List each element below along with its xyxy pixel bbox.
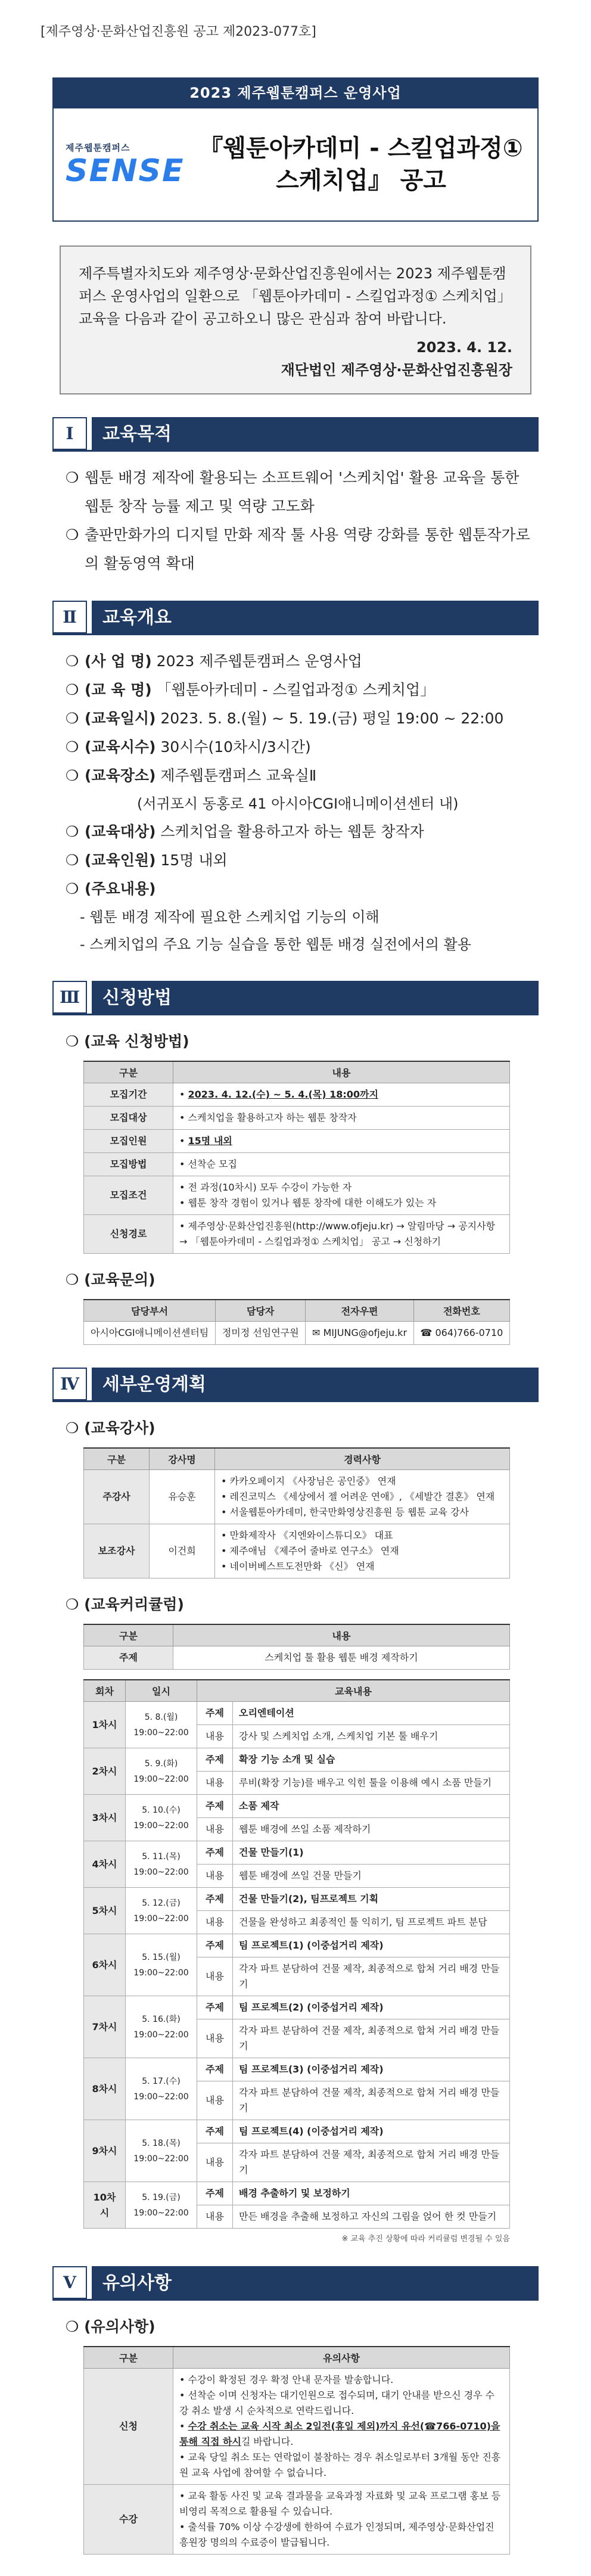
session-topic: 배경 추출하기 및 보정하기 <box>233 2182 510 2205</box>
circle-bullet-icon: ❍ <box>66 738 79 756</box>
logo-wordmark: SENSE <box>66 153 185 189</box>
session-number: 6차시 <box>84 1934 126 1996</box>
schedule-row: 내용 루비(확장 기능)를 배우고 익힌 툴을 이용해 예시 소품 만들기 <box>84 1772 510 1795</box>
contact-person: 정미정 선임연구원 <box>216 1322 306 1345</box>
content-item: - 웹툰 배경 제작에 필요한 스케치업 기능의 이해 <box>80 909 380 925</box>
contact-email[interactable]: MIJUNG@ofjeju.kr <box>323 1327 408 1338</box>
cautions-table: 구분 유의사항 신청 • 수강이 확정된 경우 확정 안내 문자를 발송합니다. • 선착순 이며 신청자는 대기인원으로 접수되며, 대기 안내를 받으신 경우 수강 취소 발생 시 순차적으로 연락드립니다. • 수강 취소는 교육 시작 최소 2일전(휴일 제외)까지 유선(☎766-0710)을 통해 직접 하시길 바랍니다. • 교육 당일 취소 또는 연락없이 불참하는 경우 취소일로부터 3개월 동안 진흥원 교육 사업에 참여할 수 없습니다. 수강 • 교육 활동 사진 및 교육 결과물을 교육과정 자료화 및 교육 프로그램 홍보 등 비영리 목적으로 활용될 수 있습니다. • 출석률 70% 이상 수강생에 한하여 수료가 인정되며, 제주영상·문화산업진흥원장 명의의 수료증이 발급됩니다. <box>83 2346 510 2555</box>
overview-item: ❍ (주요내용) <box>66 875 531 903</box>
schedule-row: 내용 각자 파트 분담하여 건물 제작, 최종적으로 합쳐 거리 배경 만들기 <box>84 2019 510 2058</box>
circle-bullet-icon: ❍ <box>66 652 79 670</box>
session-content: 웹툰 배경에 쓰일 건물 만들기 <box>233 1865 510 1888</box>
phone-icon: ☎ <box>420 1327 436 1338</box>
session-datetime: 5. 17.(수) 19:00~22:00 <box>126 2058 197 2120</box>
overview-item: ❍ (교육장소) 제주웹툰캠퍼스 교육실Ⅱ <box>66 762 531 790</box>
circle-bullet-icon: ❍ <box>66 1596 85 1613</box>
schedule-row: 내용 강사 및 스케치업 소개, 스케치업 기본 툴 배우기 <box>84 1725 510 1748</box>
section-number: Ⅳ <box>52 1368 87 1400</box>
session-datetime: 5. 12.(금) 19:00~22:00 <box>126 1888 197 1934</box>
session-topic: 건물 만들기(2), 팀프로젝트 기획 <box>233 1888 510 1911</box>
schedule-row: 내용 각자 파트 분담하여 건물 제작, 최종적으로 합쳐 거리 배경 만들기 <box>84 2143 510 2182</box>
curriculum-subtitle: ❍ (교육커리큘럼) <box>66 1596 184 1613</box>
schedule-row: 내용 각자 파트 분담하여 건물 제작, 최종적으로 합쳐 거리 배경 만들기 <box>84 2081 510 2120</box>
session-number: 2차시 <box>84 1748 126 1795</box>
section-number: Ⅱ <box>52 601 87 633</box>
schedule-row: 내용 건물을 완성하고 최종적인 툴 익히기, 팀 프로젝트 파트 분담 <box>84 1911 510 1934</box>
circle-bullet-icon: ❍ <box>66 2318 85 2335</box>
table-row: 모집인원 • 15명 내외 <box>84 1130 510 1153</box>
session-topic: 오리엔테이션 <box>233 1702 510 1725</box>
curriculum-note: ※ 교육 추진 상황에 따라 커리큘럼 변경될 수 있음 <box>341 2235 510 2243</box>
section-header-cautions <box>52 2266 539 2301</box>
session-number: 7차시 <box>84 1996 126 2058</box>
apply-subtitle: ❍ (교육 신청방법) <box>66 1033 189 1050</box>
session-content: 각자 파트 분담하여 건물 제작, 최종적으로 합쳐 거리 배경 만들기 <box>233 2081 510 2120</box>
contact-phone: 064)766-0710 <box>435 1327 503 1338</box>
circle-bullet-icon: ❍ <box>66 469 79 486</box>
circle-bullet-icon: ❍ <box>66 710 79 727</box>
table-row: 모집대상 • 스케치업을 활용하고자 하는 웹툰 창작자 <box>84 1107 510 1130</box>
session-number: 1차시 <box>84 1702 126 1748</box>
session-topic: 팀 프로젝트(1) (이중섭거리 제작) <box>233 1934 510 1957</box>
title-box <box>52 108 539 222</box>
instructor-table: 구분 강사명 경력사항 주강사 유승훈 • 카카오페이지 《사장님은 공인중》 연재 • 레진코믹스 《세상에서 젤 어려운 연애》, 《세발간 결혼》 연재 • 서울웹툰아카데미, 한국만화영상진흥원 등 웹툰 교육 강사 보조강사 이건희 • 만화제작사 《지엔와이스튜디오》 대표 • 제주애님 《제주어 줄바로 연구소》 연재 • 네이버베스트도전만화 《신》 연재 <box>83 1447 510 1578</box>
session-datetime: 5. 8.(월) 19:00~22:00 <box>126 1702 197 1748</box>
theme-table: 구분 내용 주제 스케치업 툴 활용 웹툰 배경 제작하기 <box>83 1624 510 1670</box>
schedule-row: 내용 만든 배경을 추출해 보정하고 자신의 그림을 얹어 한 컷 만들기 <box>84 2205 510 2229</box>
section-header-plan <box>52 1368 539 1402</box>
session-content: 루비(확장 기능)를 배우고 익힌 툴을 이용해 예시 소품 만들기 <box>233 1772 510 1795</box>
section-title: 유의사항 <box>92 2266 539 2299</box>
overview-item: ❍ (교육대상) 스케치업을 활용하고자 하는 웹툰 창작자 <box>66 818 531 846</box>
overview-item: ❍ (교육시수) 30시수(10차시/3시간) <box>66 733 531 762</box>
session-datetime: 5. 18.(목) 19:00~22:00 <box>126 2120 197 2182</box>
session-topic: 팀 프로젝트(2) (이중섭거리 제작) <box>233 1996 510 2019</box>
table-row: 보조강사 이건희 • 만화제작사 《지엔와이스튜디오》 대표 • 제주애님 《제주어 줄바로 연구소》 연재 • 네이버베스트도전만화 《신》 연재 <box>84 1524 510 1578</box>
intro-date: 2023. 4. 12. <box>416 339 512 356</box>
session-number: 3차시 <box>84 1795 126 1841</box>
schedule-row: 내용 웹툰 배경에 쓰일 소품 제작하기 <box>84 1818 510 1841</box>
session-topic: 건물 만들기(1) <box>233 1841 510 1865</box>
schedule-row: 내용 각자 파트 분담하여 건물 제작, 최종적으로 합쳐 거리 배경 만들기 <box>84 1957 510 1996</box>
session-datetime: 5. 10.(수) 19:00~22:00 <box>126 1795 197 1841</box>
session-datetime: 5. 19.(금) 19:00~22:00 <box>126 2182 197 2229</box>
schedule-table: 회차 일시 교육내용 1차시 5. 8.(월) 19:00~22:00 주제 오리엔테이션 내용 강사 및 스케치업 소개, 스케치업 기본 툴 배우기 2차시 5. 9.(화) 19:00~22:00 주제 확장 기능 소개 및 실습 내용 루비(확장 기능)를 배우고 익힌 툴을 이용해 예시 소품 만들기 3차시 5. 10.(수) 19:00~22:00 주제 소품 제작 내용 웹툰 배경에 쓰일 소품 제작하기 4차시 5. 11.(목) 19:00~22:00 주제 건물 만들기(1) 내용 웹툰 배경에 쓰일 건물 만들기 5차시 5. 12.(금) 19:00~22:00 주제 건물 만들기(2), 팀프로젝트 기획 내용 건물을 완성하고 최종적인 툴 익히기, 팀 프로젝트 파트 분담 6차시 5. 15.(월) 19:00~22:00 주제 팀 프로젝트(1) (이중섭거리 제작) 내용 각자 파트 분담하여 건물 제작, 최종적으로 합쳐 거리 배경 만들기 7차시 5. 16.(화) 19:00~22:00 주제 팀 프로젝트(2) (이중섭거리 제작) 내용 각자 파트 분담하여 건물 제작, 최종적으로 합쳐 거리 배경 만들기 8차시 5. 17.(수) 19:00~22:00 주제 팀 프로젝트(3) (이중섭거리 제작) 내용 각자 파트 분담하여 건물 제작, 최종적으로 합쳐 거리 배경 만들기 9차시 5. 18.(목) 19:00~22:00 주제 팀 프로젝트(4) (이중섭거리 제작) 내용 각자 파트 분담하여 건물 제작, 최종적으로 합쳐 거리 배경 만들기 10차시 5. 19.(금) 19:00~22:00 주제 배경 추출하기 및 보정하기 내용 만든 배경을 추출해 보정하고 자신의 그림을 얹어 한 컷 만들기 <box>83 1679 510 2229</box>
intro-text: 제주특별자치도와 제주영상·문화산업진흥원에서는 2023 제주웹툰캠퍼스 운영사업의 일환으로 「웹툰아카데미 - 스킬업과정① 스케치업」 교육을 다음과 같이 공고하오니 많은 관심과 참여 바랍니다. <box>79 265 512 327</box>
schedule-row: 5차시 5. 12.(금) 19:00~22:00 주제 건물 만들기(2), 팀프로젝트 기획 <box>84 1888 510 1911</box>
content-item: - 스케치업의 주요 기능 실습을 통한 웹툰 배경 실전에서의 활용 <box>80 936 471 953</box>
session-number: 4차시 <box>84 1841 126 1888</box>
logo-subtitle: 제주웹툰캠퍼스 <box>66 142 130 153</box>
circle-bullet-icon: ❍ <box>66 1419 85 1437</box>
table-row: 수강 • 교육 활동 사진 및 교육 결과물을 교육과정 자료화 및 교육 프로그램 홍보 등 비영리 목적으로 활용될 수 있습니다. • 출석률 70% 이상 수강생에 한하여 수료가 인정되며, 제주영상·문화산업진흥원장 명의의 수료증이 발급됩니다. <box>84 2485 510 2555</box>
section-title: 교육개요 <box>92 601 539 633</box>
circle-bullet-icon: ❍ <box>66 767 79 784</box>
table-row <box>84 1322 510 1345</box>
table-row: 신청경로 • 제주영상·문화산업진흥원(http://www.ofjeju.kr) → 알림마당 → 공지사항 → 「웹툰아카데미 - 스킬업과정① 스케치업」 공고 → 신청하기 <box>84 1215 510 1254</box>
session-number: 9차시 <box>84 2120 126 2182</box>
table-header: 구분 <box>84 1061 173 1083</box>
session-content: 각자 파트 분담하여 건물 제작, 최종적으로 합쳐 거리 배경 만들기 <box>233 1957 510 1996</box>
session-content: 만든 배경을 추출해 보정하고 자신의 그림을 얹어 한 컷 만들기 <box>233 2205 510 2229</box>
session-datetime: 5. 16.(화) 19:00~22:00 <box>126 1996 197 2058</box>
contact-dept: 아시아CGI애니메이션센터팀 <box>84 1322 216 1345</box>
apply-table <box>83 1061 510 1254</box>
overview-item: ❍ (교육인원) 15명 내외 <box>66 846 531 875</box>
section-header-overview <box>52 601 539 635</box>
session-number: 10차시 <box>84 2182 126 2229</box>
table-row: 모집기간 • 2023. 4. 12.(수) ~ 5. 4.(목) 18:00까지 <box>84 1083 510 1107</box>
apply-route-link[interactable]: 제주영상·문화산업진흥원(http://www.ofjeju.kr) → 알림마당 → 공지사항 → 「웹툰아카데미 - 스킬업과정① 스케치업」 공고 → 신청하기 <box>179 1220 496 1247</box>
table-row: 주제 스케치업 툴 활용 웹툰 배경 제작하기 <box>84 1646 510 1670</box>
cautions-subtitle: ❍ (유의사항) <box>66 2318 155 2335</box>
section-number: Ⅲ <box>52 981 87 1014</box>
session-content: 각자 파트 분담하여 건물 제작, 최종적으로 합쳐 거리 배경 만들기 <box>233 2019 510 2058</box>
sense-logo <box>54 141 197 188</box>
session-topic: 팀 프로젝트(4) (이중섭거리 제작) <box>233 2120 510 2143</box>
list-item: ❍ 웹툰 배경 제작에 활용되는 소프트웨어 '스케치업' 활용 교육을 통한 웹툰 창작 능률 제고 및 역량 고도화 <box>66 464 531 521</box>
table-row: 주강사 유승훈 • 카카오페이지 《사장님은 공인중》 연재 • 레진코믹스 《세상에서 젤 어려운 연애》, 《세발간 결혼》 연재 • 서울웹툰아카데미, 한국만화영상진흥원 등 웹툰 교육 강사 <box>84 1470 510 1524</box>
instructor-subtitle: ❍ (교육강사) <box>66 1419 155 1437</box>
table-header: 내용 <box>173 1061 510 1083</box>
session-datetime: 5. 15.(월) 19:00~22:00 <box>126 1934 197 1996</box>
session-datetime: 5. 9.(화) 19:00~22:00 <box>126 1748 197 1795</box>
table-row: 모집방법 • 선착순 모집 <box>84 1153 510 1176</box>
section-number: Ⅰ <box>52 417 87 450</box>
schedule-row: 1차시 5. 8.(월) 19:00~22:00 주제 오리엔테이션 <box>84 1702 510 1725</box>
schedule-row: 2차시 5. 9.(화) 19:00~22:00 주제 확장 기능 소개 및 실습 <box>84 1748 510 1772</box>
circle-bullet-icon: ❍ <box>66 880 79 897</box>
overview-item: ❍ (교 육 명) 「웹툰아카데미 - 스킬업과정① 스케치업」 <box>66 676 531 704</box>
circle-bullet-icon: ❍ <box>66 823 79 840</box>
session-content: 각자 파트 분담하여 건물 제작, 최종적으로 합쳐 거리 배경 만들기 <box>233 2143 510 2182</box>
section-title: 세부운영계획 <box>92 1368 539 1400</box>
schedule-row: 9차시 5. 18.(목) 19:00~22:00 주제 팀 프로젝트(4) (이중섭거리 제작) <box>84 2120 510 2143</box>
table-row: 신청 • 수강이 확정된 경우 확정 안내 문자를 발송합니다. • 선착순 이며 신청자는 대기인원으로 접수되며, 대기 안내를 받으신 경우 수강 취소 발생 시 순차적으로 연락드립니다. • 수강 취소는 교육 시작 최소 2일전(휴일 제외)까지 유선(☎766-0710)을 통해 직접 하시길 바랍니다. • 교육 당일 취소 또는 연락없이 불참하는 경우 취소일로부터 3개월 동안 진흥원 교육 사업에 참여할 수 없습니다. <box>84 2369 510 2485</box>
document-number: [제주영상·문화산업진흥원 공고 제2023-077호] <box>41 24 316 39</box>
mail-icon: ✉ <box>312 1327 324 1338</box>
overview-item: ❍ (교육일시) 2023. 5. 8.(월) ~ 5. 19.(금) 평일 19:00 ~ 22:00 <box>66 704 531 733</box>
schedule-row: 4차시 5. 11.(목) 19:00~22:00 주제 건물 만들기(1) <box>84 1841 510 1865</box>
session-topic: 확장 기능 소개 및 실습 <box>233 1748 510 1772</box>
list-item: ❍ 출판만화가의 디지털 만화 제작 툴 사용 역량 강화를 통한 웹툰작가로의 활동영역 확대 <box>66 521 531 578</box>
section-number: Ⅴ <box>52 2266 87 2299</box>
title-line-2: 스케치업』 공고 <box>276 167 446 194</box>
table-row: 모집조건 • 전 과정(10차시) 모두 수강이 가능한 자 • 웹툰 창작 경험이 있거나 웹툰 창작에 대한 이해도가 있는 자 <box>84 1176 510 1215</box>
session-content: 강사 및 스케치업 소개, 스케치업 기본 툴 배우기 <box>233 1725 510 1748</box>
circle-bullet-icon: ❍ <box>66 1271 85 1288</box>
section-header-purpose <box>52 417 539 452</box>
schedule-row: 내용 웹툰 배경에 쓰일 건물 만들기 <box>84 1865 510 1888</box>
session-datetime: 5. 11.(목) 19:00~22:00 <box>126 1841 197 1888</box>
session-topic: 팀 프로젝트(3) (이중섭거리 제작) <box>233 2058 510 2081</box>
section-title: 교육목적 <box>92 417 539 450</box>
purpose-list <box>66 464 531 578</box>
section-header-apply <box>52 981 539 1015</box>
circle-bullet-icon: ❍ <box>66 1033 85 1050</box>
contact-subtitle: ❍ (교육문의) <box>66 1271 155 1288</box>
schedule-row: 3차시 5. 10.(수) 19:00~22:00 주제 소품 제작 <box>84 1795 510 1818</box>
place-detail: (서귀포시 동홍로 41 아시아CGI애니메이션센터 내) <box>137 796 459 812</box>
section-title: 신청방법 <box>92 981 539 1014</box>
session-number: 5차시 <box>84 1888 126 1934</box>
schedule-row: 6차시 5. 15.(월) 19:00~22:00 주제 팀 프로젝트(1) (이중섭거리 제작) <box>84 1934 510 1957</box>
circle-bullet-icon: ❍ <box>66 526 79 543</box>
project-banner: 2023 제주웹툰캠퍼스 운영사업 <box>52 77 539 108</box>
circle-bullet-icon: ❍ <box>66 852 79 869</box>
session-topic: 소품 제작 <box>233 1795 510 1818</box>
intro-organization: 재단법인 제주영상·문화산업진흥원장 <box>281 362 512 378</box>
contact-table: 담당부서 담당자 전자우편 전화번호 아시아CGI애니메이션센터팀 정미정 선임연구원 ✉ MIJUNG@ofjeju.kr ☎ 064)766-0710 <box>83 1299 510 1345</box>
intro-box <box>60 246 531 394</box>
schedule-row: 7차시 5. 16.(화) 19:00~22:00 주제 팀 프로젝트(2) (이중섭거리 제작) <box>84 1996 510 2019</box>
overview-list <box>66 647 531 958</box>
session-content: 웹툰 배경에 쓰일 소품 제작하기 <box>233 1818 510 1841</box>
schedule-row: 8차시 5. 17.(수) 19:00~22:00 주제 팀 프로젝트(3) (이중섭거리 제작) <box>84 2058 510 2081</box>
schedule-row: 10차시 5. 19.(금) 19:00~22:00 주제 배경 추출하기 및 보정하기 <box>84 2182 510 2205</box>
session-number: 8차시 <box>84 2058 126 2120</box>
title-line-1: 『웹툰아카데미 - 스킬업과정① <box>199 135 523 162</box>
overview-item: ❍ (사 업 명) 2023 제주웹툰캠퍼스 운영사업 <box>66 647 531 676</box>
circle-bullet-icon: ❍ <box>66 681 79 698</box>
announcement-title <box>197 132 537 197</box>
session-content: 건물을 완성하고 최종적인 툴 익히기, 팀 프로젝트 파트 분담 <box>233 1911 510 1934</box>
